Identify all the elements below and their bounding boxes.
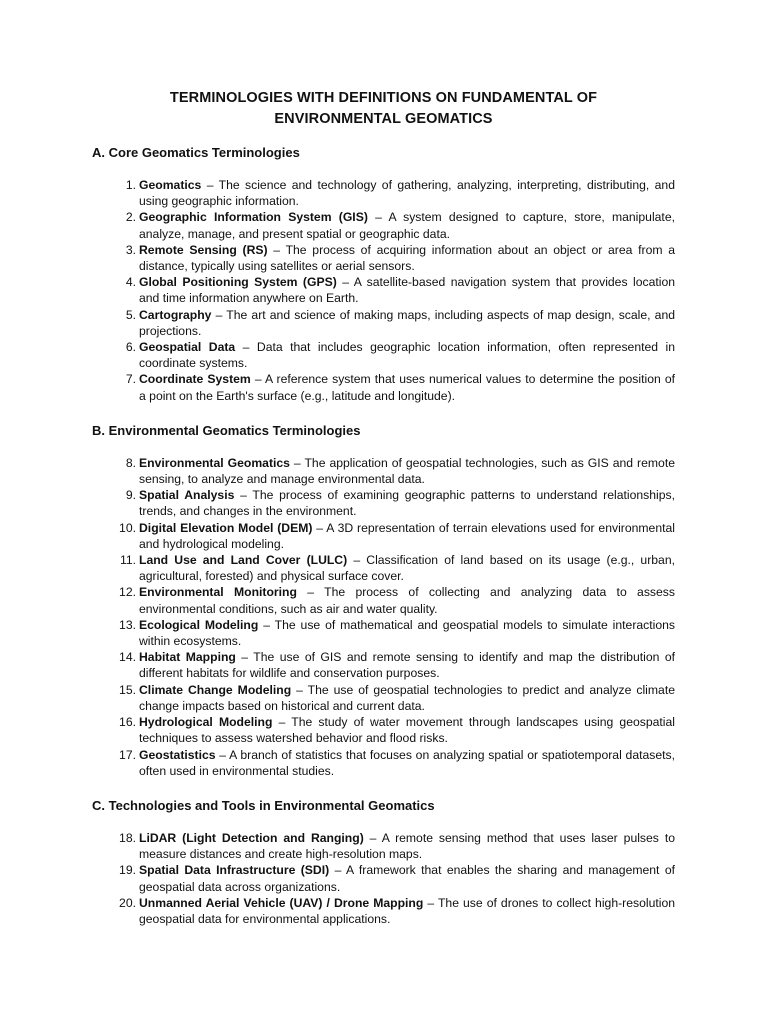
term-definition: – The process of examining geographic patterns to understand relationships, trends, and changes in the environment. xyxy=(139,488,675,519)
term-list xyxy=(92,455,675,779)
term-number: 11. xyxy=(119,553,136,568)
term-definition: – Data that includes geographic location information, often represented in coordinate systems. xyxy=(139,340,675,371)
term-number: 10. xyxy=(119,520,136,535)
term-name: Environmental Geomatics xyxy=(139,455,290,470)
term-number: 6. xyxy=(125,340,136,355)
term-list-item xyxy=(92,649,675,681)
term-list-item xyxy=(92,339,675,371)
term-number: 3. xyxy=(125,242,136,257)
term-number: 7. xyxy=(125,372,136,387)
term-list-item xyxy=(92,177,675,209)
term-number: 4. xyxy=(125,275,136,290)
document-page xyxy=(92,88,675,945)
term-definition: – A branch of statistics that focuses on analyzing spatial or spatiotemporal datasets, often used in environmental studies. xyxy=(139,747,675,778)
term-definition: – A remote sensing method that uses laser pulses to measure distances and create high-resolution maps. xyxy=(139,830,675,862)
term-number: 2. xyxy=(125,210,136,225)
term-number: 15. xyxy=(119,682,136,697)
term-name: Remote Sensing (RS) xyxy=(139,242,268,257)
term-name: Land Use and Land Cover (LULC) xyxy=(139,553,348,568)
term-definition: – Classification of land based on its usage (e.g., urban, agricultural, forested) and physical surface cover. xyxy=(139,553,675,584)
term-list-item xyxy=(92,895,675,927)
term-number: 5. xyxy=(125,307,136,322)
term-name: Spatial Analysis xyxy=(139,488,235,503)
term-list-item xyxy=(92,520,675,552)
term-number: 1. xyxy=(125,178,136,192)
term-name: Geospatial Data xyxy=(139,340,236,355)
term-definition: – A satellite-based navigation system that provides location and time information anywhere on Earth. xyxy=(139,275,675,306)
term-number: 12. xyxy=(119,585,136,600)
document-title xyxy=(92,88,675,130)
term-name: Global Positioning System (GPS) xyxy=(139,275,337,290)
term-number: 13. xyxy=(119,617,136,632)
term-list-item xyxy=(92,714,675,746)
term-list-item xyxy=(92,552,675,584)
term-definition: – The use of geospatial technologies to predict and analyze climate change impacts based on historical and current data. xyxy=(139,682,675,713)
term-number: 8. xyxy=(125,455,136,470)
term-list-item xyxy=(92,209,675,241)
term-number: 20. xyxy=(119,895,136,910)
term-number: 19. xyxy=(119,863,136,878)
term-list xyxy=(92,177,675,404)
term-name: Climate Change Modeling xyxy=(139,682,292,697)
term-list-item xyxy=(92,371,675,403)
term-definition: – The study of water movement through landscapes using geospatial techniques to assess watershed behavior and flood risks. xyxy=(139,715,675,746)
term-name: Hydrological Modeling xyxy=(139,715,273,730)
term-number: 16. xyxy=(119,715,136,730)
term-definition: – The process of acquiring information about an object or area from a distance, typically using satellites or aerial sensors. xyxy=(139,242,675,274)
section-heading: A. Core Geomatics Terminologies xyxy=(92,145,300,160)
term-name: Geostatistics xyxy=(139,747,216,762)
term-list-item xyxy=(92,584,675,616)
section-heading: C. Technologies and Tools in Environmental Geomatics xyxy=(92,797,435,813)
term-name: Digital Elevation Model (DEM) xyxy=(139,520,313,535)
term-name: Habitat Mapping xyxy=(139,650,236,665)
term-list-item xyxy=(92,455,675,487)
term-list-item xyxy=(92,487,675,519)
term-list-item xyxy=(92,274,675,306)
term-definition: – The use of drones to collect high-resolution geospatial data for environmental applications. xyxy=(139,895,675,926)
term-definition: – The science and technology of gathering, analyzing, interpreting, distributing, and using geographic information. xyxy=(139,178,675,209)
title-line-2: ENVIRONMENTAL GEOMATICS xyxy=(274,111,493,127)
sections-container xyxy=(92,144,675,927)
term-list-item xyxy=(92,307,675,339)
term-definition: – A framework that enables the sharing and management of geospatial data across organizations. xyxy=(139,863,675,894)
term-definition: – A system designed to capture, store, manipulate, analyze, manage, and present spatial or geographic data. xyxy=(139,210,675,241)
term-name: Environmental Monitoring xyxy=(139,585,297,600)
term-definition: – The application of geospatial technologies, such as GIS and remote sensing, to analyze and manage environmental data. xyxy=(139,455,675,487)
term-definition: – A 3D representation of terrain elevations used for environmental and hydrological modeling. xyxy=(139,520,675,551)
term-list xyxy=(92,830,675,927)
term-name: Geomatics xyxy=(139,178,202,192)
term-definition: – The art and science of making maps, including aspects of map design, scale, and projections. xyxy=(139,307,675,338)
term-definition: – The use of mathematical and geospatial models to simulate interactions within ecosystems. xyxy=(139,617,675,649)
term-name: Geographic Information System (GIS) xyxy=(139,210,368,225)
term-list-item xyxy=(92,242,675,274)
term-list-item xyxy=(92,747,675,779)
term-number: 17. xyxy=(119,747,136,762)
term-name: Unmanned Aerial Vehicle (UAV) / Drone Mapping xyxy=(139,895,424,910)
term-list-item xyxy=(92,830,675,862)
term-number: 9. xyxy=(125,488,136,503)
term-name: LiDAR (Light Detection and Ranging) xyxy=(139,830,364,845)
term-name: Ecological Modeling xyxy=(139,617,259,632)
term-list-item xyxy=(92,617,675,649)
term-number: 14. xyxy=(119,650,136,665)
term-name: Cartography xyxy=(139,307,212,322)
section-heading: B. Environmental Geomatics Terminologies xyxy=(92,422,361,438)
term-list-item xyxy=(92,862,675,894)
term-number: 18. xyxy=(119,830,136,845)
term-definition: – A reference system that uses numerical values to determine the position of a point on the Earth's surface (e.g., latitude and longitude). xyxy=(139,372,675,403)
term-definition: – The use of GIS and remote sensing to identify and map the distribution of different habitats for wildlife and conservation purposes. xyxy=(139,650,675,681)
title-line-1: TERMINOLOGIES WITH DEFINITIONS ON FUNDAMENTAL OF xyxy=(169,90,598,106)
term-name: Coordinate System xyxy=(139,372,251,387)
term-list-item xyxy=(92,682,675,714)
term-definition: – The process of collecting and analyzing data to assess environmental conditions, such as air and water quality. xyxy=(139,585,675,616)
term-name: Spatial Data Infrastructure (SDI) xyxy=(139,863,330,878)
